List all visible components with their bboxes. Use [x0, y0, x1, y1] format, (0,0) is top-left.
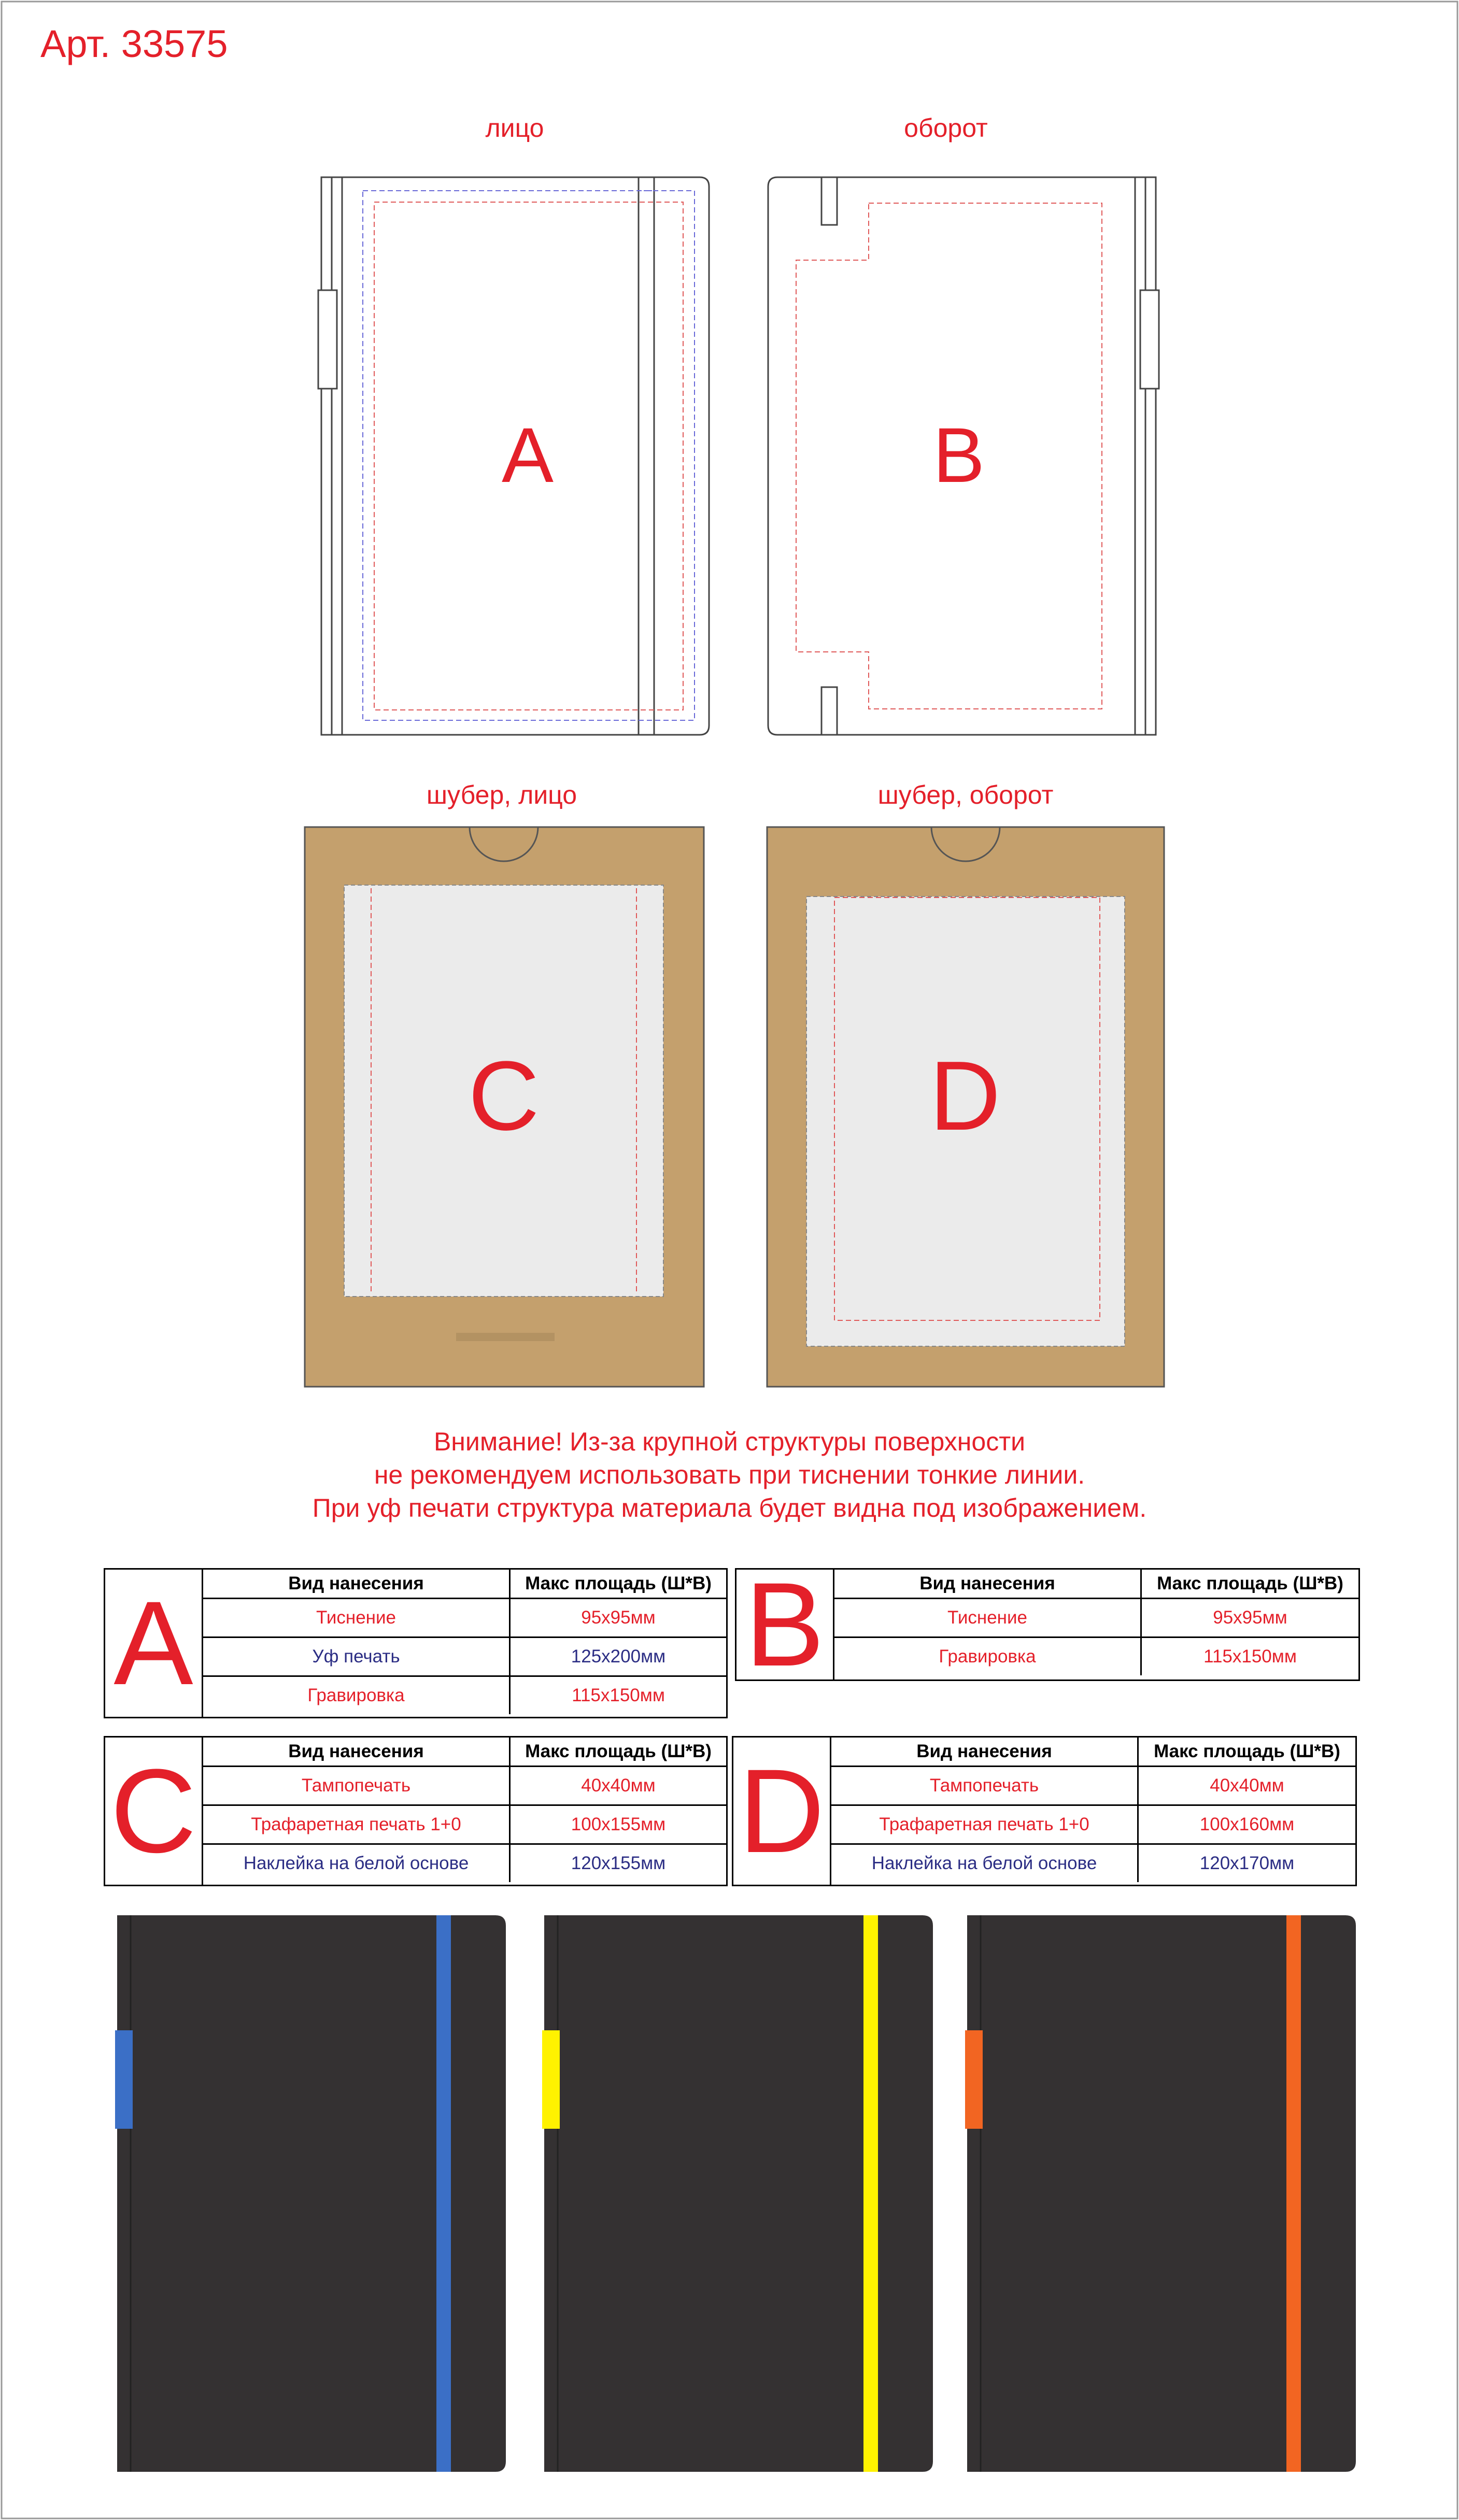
area-cell: 115x150мм — [1203, 1646, 1297, 1667]
table-row — [203, 1599, 726, 1638]
area-cell: 125x200мм — [571, 1646, 666, 1667]
method-cell: Трафаретная печать 1+0 — [831, 1806, 1139, 1843]
table-row — [831, 1767, 1355, 1806]
header-method: Вид нанесения — [203, 1570, 511, 1598]
table-header — [203, 1738, 726, 1767]
header-method: Вид нанесения — [203, 1738, 511, 1766]
method-cell: Тампопечать — [831, 1767, 1139, 1804]
table-b — [735, 1558, 1360, 1691]
header-method: Вид нанесения — [834, 1570, 1142, 1598]
header-area: Макс площадь (Ш*В) — [525, 1573, 712, 1593]
label-front: лицо — [485, 113, 544, 143]
area-cell: 120x155мм — [571, 1853, 666, 1873]
notebook-sample-yellow — [542, 1915, 933, 2472]
warning-line-1: Внимание! Из-за крупной структуры поверхности — [433, 1427, 1026, 1456]
header-area: Макс площадь (Ш*В) — [525, 1741, 712, 1761]
area-cell: 95x95мм — [1213, 1607, 1287, 1628]
table-header — [831, 1738, 1355, 1767]
method-cell: Гравировка — [203, 1677, 511, 1714]
area-cell: 115x150мм — [572, 1685, 665, 1705]
notebook-sample-blue — [115, 1915, 506, 2472]
zone-letter-d: D — [929, 1041, 1001, 1151]
table-a — [104, 1568, 728, 1718]
area-cell: 120x170мм — [1199, 1853, 1295, 1873]
table-row — [203, 1677, 726, 1714]
header-area: Макс площадь (Ш*В) — [1154, 1741, 1340, 1761]
method-cell: Тиснение — [834, 1599, 1142, 1636]
table-d-letter: D — [733, 1738, 831, 1885]
area-cell: 95x95мм — [581, 1607, 656, 1628]
label-sleeve-front: шубер, лицо — [426, 780, 577, 809]
method-cell: Наклейка на белой основе — [203, 1845, 511, 1882]
table-row — [831, 1806, 1355, 1845]
area-cell: 40x40мм — [1210, 1775, 1284, 1796]
table-c — [104, 1736, 728, 1886]
method-cell: Гравировка — [834, 1638, 1142, 1675]
label-back: оборот — [904, 113, 988, 143]
table-row — [203, 1845, 726, 1882]
table-row — [831, 1845, 1355, 1882]
area-cell: 40x40мм — [581, 1775, 656, 1796]
table-header — [203, 1570, 726, 1599]
table-a-letter: A — [105, 1570, 203, 1717]
notebook-sample-orange — [965, 1915, 1356, 2472]
zone-letter-c: C — [468, 1041, 540, 1151]
table-c-letter: C — [105, 1738, 203, 1885]
header-method: Вид нанесения — [831, 1738, 1139, 1766]
method-cell: Трафаретная печать 1+0 — [203, 1806, 511, 1843]
label-sleeve-back: шубер, оборот — [877, 780, 1054, 809]
area-cell: 100x155мм — [571, 1814, 666, 1834]
method-cell: Тиснение — [203, 1599, 511, 1636]
table-b-letter: B — [736, 1570, 834, 1679]
warning-note — [0, 1425, 1459, 1525]
area-cell: 100x160мм — [1199, 1814, 1295, 1834]
header-area: Макс площадь (Ш*В) — [1157, 1573, 1343, 1593]
method-cell: Тампопечать — [203, 1767, 511, 1804]
table-row — [203, 1638, 726, 1677]
method-cell: Наклейка на белой основе — [831, 1845, 1139, 1882]
article-title: Арт. 33575 — [40, 22, 228, 65]
zone-letter-b: B — [932, 411, 985, 499]
method-cell: Уф печать — [203, 1638, 511, 1675]
zone-letter-a: A — [501, 411, 554, 499]
table-row — [203, 1806, 726, 1845]
table-header — [834, 1570, 1358, 1599]
warning-line-2: не рекомендуем использовать при тиснении тонкие линии. — [374, 1460, 1085, 1489]
table-row — [834, 1638, 1358, 1675]
table-d — [732, 1736, 1357, 1886]
warning-line-3: При уф печати структура материала будет видна под изображением. — [312, 1493, 1147, 1522]
table-row — [834, 1599, 1358, 1638]
table-row — [203, 1767, 726, 1806]
